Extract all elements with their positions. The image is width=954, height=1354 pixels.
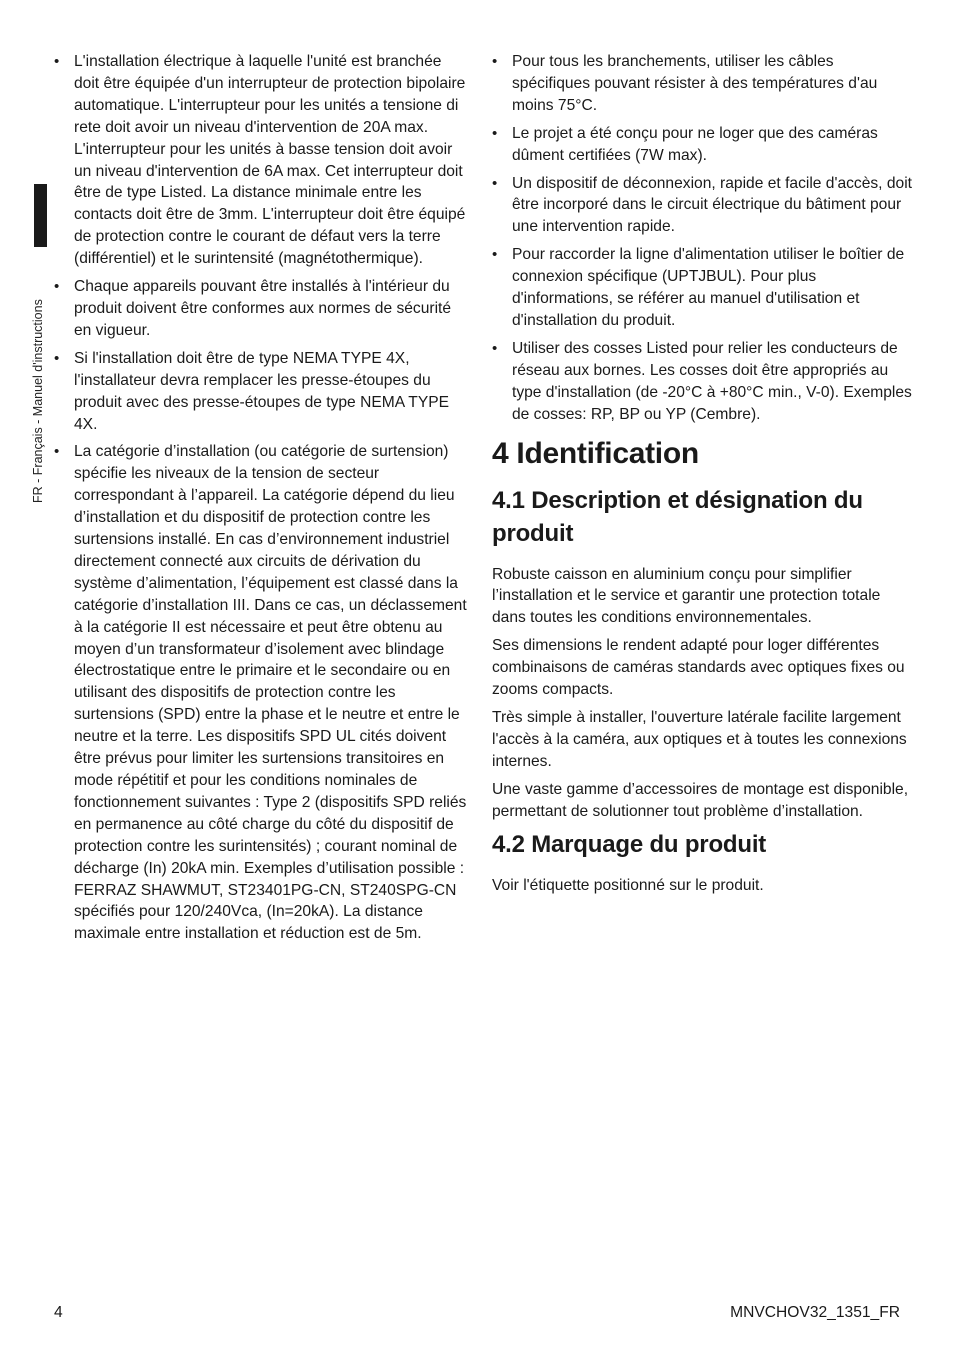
- paragraph: Robuste caisson en aluminium conçu pour simplifier l’installation et le service et garantir une protection totale dans toutes les conditions environnementales.: [492, 565, 881, 627]
- bullet-icon: •: [54, 443, 60, 461]
- list-item: • Pour raccorder la ligne d'alimentation utiliser le boîtier de connexion spécifique (UPTJBUL). Pour plus d'informations, se référer au manuel d'utilisation et d'installation du produit.: [492, 246, 905, 329]
- list-item: • Pour tous les branchements, utiliser les câbles spécifiques pouvant résister à des températures d'au moins 75°C.: [492, 53, 878, 114]
- list-item: • Un dispositif de déconnexion, rapide et facile d'accès, doit être incorporé dans le circuit électrique du bâtiment pour une intervention rapide.: [492, 174, 912, 236]
- bullet-icon: •: [492, 339, 498, 357]
- bullet-icon: •: [54, 349, 60, 367]
- paragraph: Très simple à installer, l'ouverture latérale facilite largement l'accès à la caméra, aux optiques et à toutes les connexions internes.: [492, 708, 907, 770]
- list-item: • Le projet a été conçu pour ne loger que des caméras dûment certifiées (7W max).: [492, 124, 878, 164]
- paragraph: Voir l'étiquette positionné sur le produit.: [492, 877, 764, 895]
- document-code: MNVCHOV32_1351_FR: [730, 1304, 900, 1321]
- left-column: [54, 51, 470, 951]
- paragraph: Ses dimensions le rendent adapté pour loger différentes combinaisons de caméras standards avec optiques fixes ou zooms compacts.: [492, 637, 905, 699]
- subsection-title-marking: 4.2 Marquage du produit: [492, 831, 767, 859]
- right-bullet-list: [492, 51, 912, 426]
- left-bullet-list: [54, 51, 470, 945]
- right-column: [492, 51, 912, 903]
- list-item: • La catégorie d’installation (ou catégorie de surtension) spécifie les niveaux de la tension de secteur correspondant à l’appareil. La catégorie dépend du lieu d’installation et du dispositif de protection contre les surtensions installé. En cas d’environnement industriel directement connecté aux circuits de dérivation du système d’alimentation, l’équipement est classé dans la catégorie d’installation III. Dans ce cas, un déclassement à la catégorie II est nécessaire et peut être obtenu au moyen d’un transformateur d’isolement avec blindage électrostatique entre le primaire et le secondaire ou en utilisant des dispositifs de protection contre les surtensions (SPD) entre la phase et le neutre et entre le neutre et la terre. Les dispositifs SPD UL cités doivent être prévus pour limiter les surtensions transitoires en mode répétitif et pour les conditions nominales de fonctionnement suivantes : Type 2 (dispositifs SPD reliés en permanence au côté charge du côté du dispositif de protection contre les surintensités) ; courant nominal de décharge (In) 20kA min. Exemples d’utilisation possible : FERRAZ SHAWMUT, ST23401PG-CN, ST240SPG-CN spécifiés pour 120/240Vca, (In=20kA). La distance maximale entre installation et réduction est de 5m.: [54, 443, 467, 943]
- side-tab-marker: [34, 184, 47, 247]
- list-item: • Si l'installation doit être de type NEMA TYPE 4X, l'installateur devra remplacer les presse-étoupes du produit avec des presse-étoupes de type NEMA TYPE 4X.: [54, 349, 450, 433]
- page-number: 4: [54, 1304, 63, 1321]
- bullet-icon: •: [54, 53, 60, 70]
- bullet-icon: •: [54, 278, 60, 296]
- paragraph: Une vaste gamme d’accessoires de montage est disponible, permettant de solutionner tout problème d’installation.: [492, 780, 909, 820]
- bullet-icon: •: [492, 174, 498, 192]
- list-item: • Utiliser des cosses Listed pour relier les conducteurs de réseau aux bornes. Les cosses doit être appropriés au type d'installation (de -20°C à +80°C min., V-0). Exemples de cosses: RP, BP ou YP (Cembre).: [492, 339, 912, 423]
- list-item: • Chaque appareils pouvant être installés à l'intérieur du produit doivent être conformes aux normes de sécurité en vigueur.: [54, 278, 452, 339]
- bullet-icon: •: [492, 124, 498, 142]
- bullet-icon: •: [492, 246, 498, 264]
- bullet-icon: •: [492, 53, 498, 70]
- section-title: 4 Identification: [492, 436, 699, 470]
- list-item: • L'installation électrique à laquelle l'unité est branchée doit être équipée d'un interrupteur de protection bipolaire automatique. L'interrupteur pour les unités a tensione di rete doit avoir un niveau d'intervention de 20A max. L'interrupteur pour les unités à basse tension doit avoir un niveau d'intervention de 6A max. Cet interrupteur doit être de type Listed. La distance minimale entre les contacts doit être de 3mm. L'interrupteur doit être équipé de protection contre le courant de défaut vers la terre (différentiel) et le surintensité (magnétothermique).: [54, 53, 466, 268]
- subsection-title-description: 4.1 Description et désignation du produit: [492, 486, 863, 547]
- side-language-label: FR - Français - Manuel d'instructions: [31, 299, 45, 503]
